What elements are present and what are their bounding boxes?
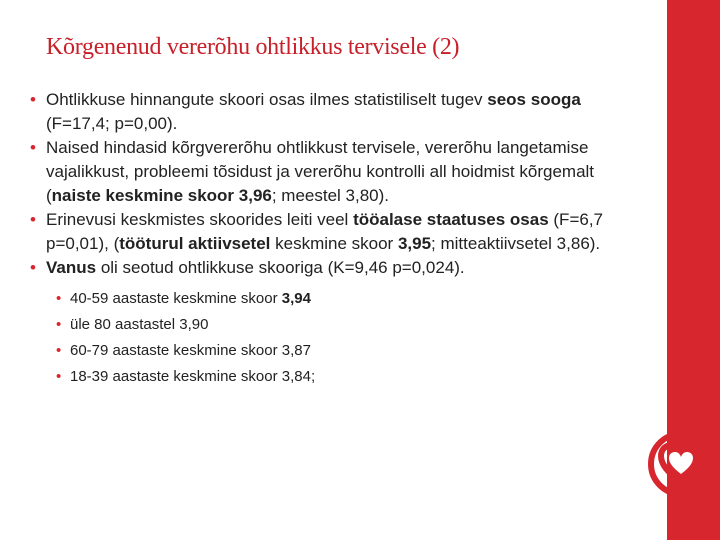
bullet-text: (F=6,7 p=0,01), ( [46,210,604,253]
bullet-text: ; meestel 3,80). [271,186,390,205]
bullet-text: ; mitteaktiivsetel 3,86). [431,234,601,253]
sub-bullet-bold-text: 3,94 [281,290,311,307]
bullet-item [30,136,642,208]
sub-bullet-text: 40-59 aastaste keskmine skoor [70,290,282,307]
heart-logo-icon [647,430,715,498]
sub-bullet-item [56,338,642,364]
sub-bullet-item [56,364,642,390]
bullet-bold-text: seos sooga [487,90,581,109]
bullet-text: Naised hindasid kõrgvererõhu ohtlikkust tervisele, vererõhu langetamise vajalikkust, probleemi tõsidust ja vererõhu kontrolli all hoidmist kõrgemalt ( [46,138,595,205]
bullet-item [30,208,642,256]
bullet-bold-text: tööalase staatuses osas [353,210,549,229]
sub-bullet-item [56,286,642,312]
bullet-item [30,256,642,390]
bullet-list [30,88,642,390]
bullet-text: oli seotud ohtlikkuse skooriga (K=9,46 p=0,024). [96,258,465,277]
sub-bullet-text: üle 80 aastastel 3,90 [70,316,209,333]
bullet-item [30,88,642,136]
bullet-text: Erinevusi keskmistes skoorides leiti veel [46,210,354,229]
slide-content [30,88,642,390]
sub-bullet-list [56,286,642,390]
bullet-bold-text: Vanus [46,258,97,277]
sub-bullet-item [56,312,642,338]
bullet-bold-text: 3,95 [397,234,432,253]
sub-bullet-text: 60-79 aastaste keskmine skoor 3,87 [70,342,311,359]
bullet-text: keskmine skoor [270,234,398,253]
sub-bullet-text: 18-39 aastaste keskmine skoor 3,84; [70,368,316,385]
bullet-bold-text: naiste keskmine skoor 3,96 [51,186,272,205]
bullet-text: (F=17,4; p=0,00). [46,114,178,133]
bullet-bold-text: tööturul aktiivsetel [119,234,271,253]
slide-title: Kõrgenenud vererõhu ohtlikkus tervisele (2) [46,34,460,60]
bullet-text: Ohtlikkuse hinnangute skoori osas ilmes statistiliselt tugev [46,90,488,109]
